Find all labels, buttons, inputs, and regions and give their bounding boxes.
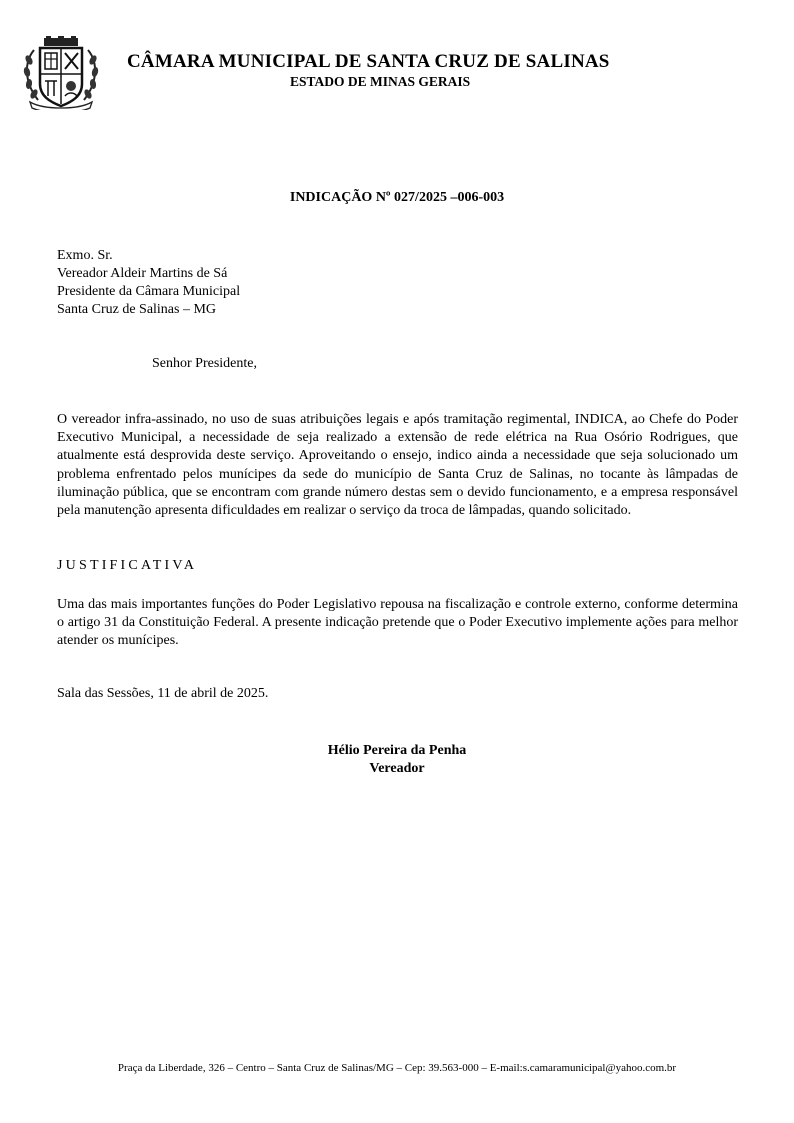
document-number: INDICAÇÃO Nº 027/2025 –006-003: [289, 190, 505, 205]
chamber-title: CÂMARA MUNICIPAL DE SANTA CRUZ DE SALINAS: [127, 51, 610, 72]
justification-paragraph: Uma das mais importantes funções do Poder Legislativo repousa na fiscalização e controle externo, conforme determina o artigo 31 da Constituição Federal. A presente indicação pretende que o Poder Executivo implemente ações para melhor atender os munícipes.: [57, 597, 738, 649]
municipal-coat-of-arms-icon: [20, 36, 102, 110]
addressee-line: Exmo. Sr.: [57, 248, 113, 263]
session-date-line: Sala das Sessões, 11 de abril de 2025.: [57, 686, 269, 701]
salutation: Senhor Presidente,: [152, 356, 257, 371]
footer-address: Praça da Liberdade, 326 – Centro – Santa Cruz de Salinas/MG – Cep: 39.563-000 – E-mail:s.camaramunicipal@yahoo.com.br: [117, 1062, 677, 1074]
justification-heading: JUSTIFICATIVA: [57, 558, 198, 573]
addressee-line: Santa Cruz de Salinas – MG: [57, 302, 217, 317]
addressee-line: Presidente da Câmara Municipal: [57, 284, 241, 299]
addressee-line: Vereador Aldeir Martins de Sá: [57, 266, 228, 281]
signatory-role: Vereador: [369, 761, 425, 776]
addressee-block: [57, 247, 240, 319]
state-subtitle: ESTADO DE MINAS GERAIS: [290, 74, 471, 89]
signatory-name: Hélio Pereira da Penha: [327, 743, 467, 758]
body-paragraph: O vereador infra-assinado, no uso de suas atribuições legais e após tramitação regimental, INDICA, ao Chefe do Poder Executivo Municipal, a necessidade de seja realizado a extensão de rede elétrica na Rua Osório Rodrigues, que atualmente está desprovida deste serviço. Aproveitando o ensejo, indico ainda a necessidade que seja solucionado um problema enfrentado pelos munícipes da sede do município de Santa Cruz de Salinas, no tocante às lâmpadas de iluminação pública, que se encontram com grande número destas sem o devido funcionamento, e a empresa responsável pela manutenção apresenta dificuldades em realizar o serviço da troca de lâmpadas, quando solicitado.: [57, 412, 738, 519]
